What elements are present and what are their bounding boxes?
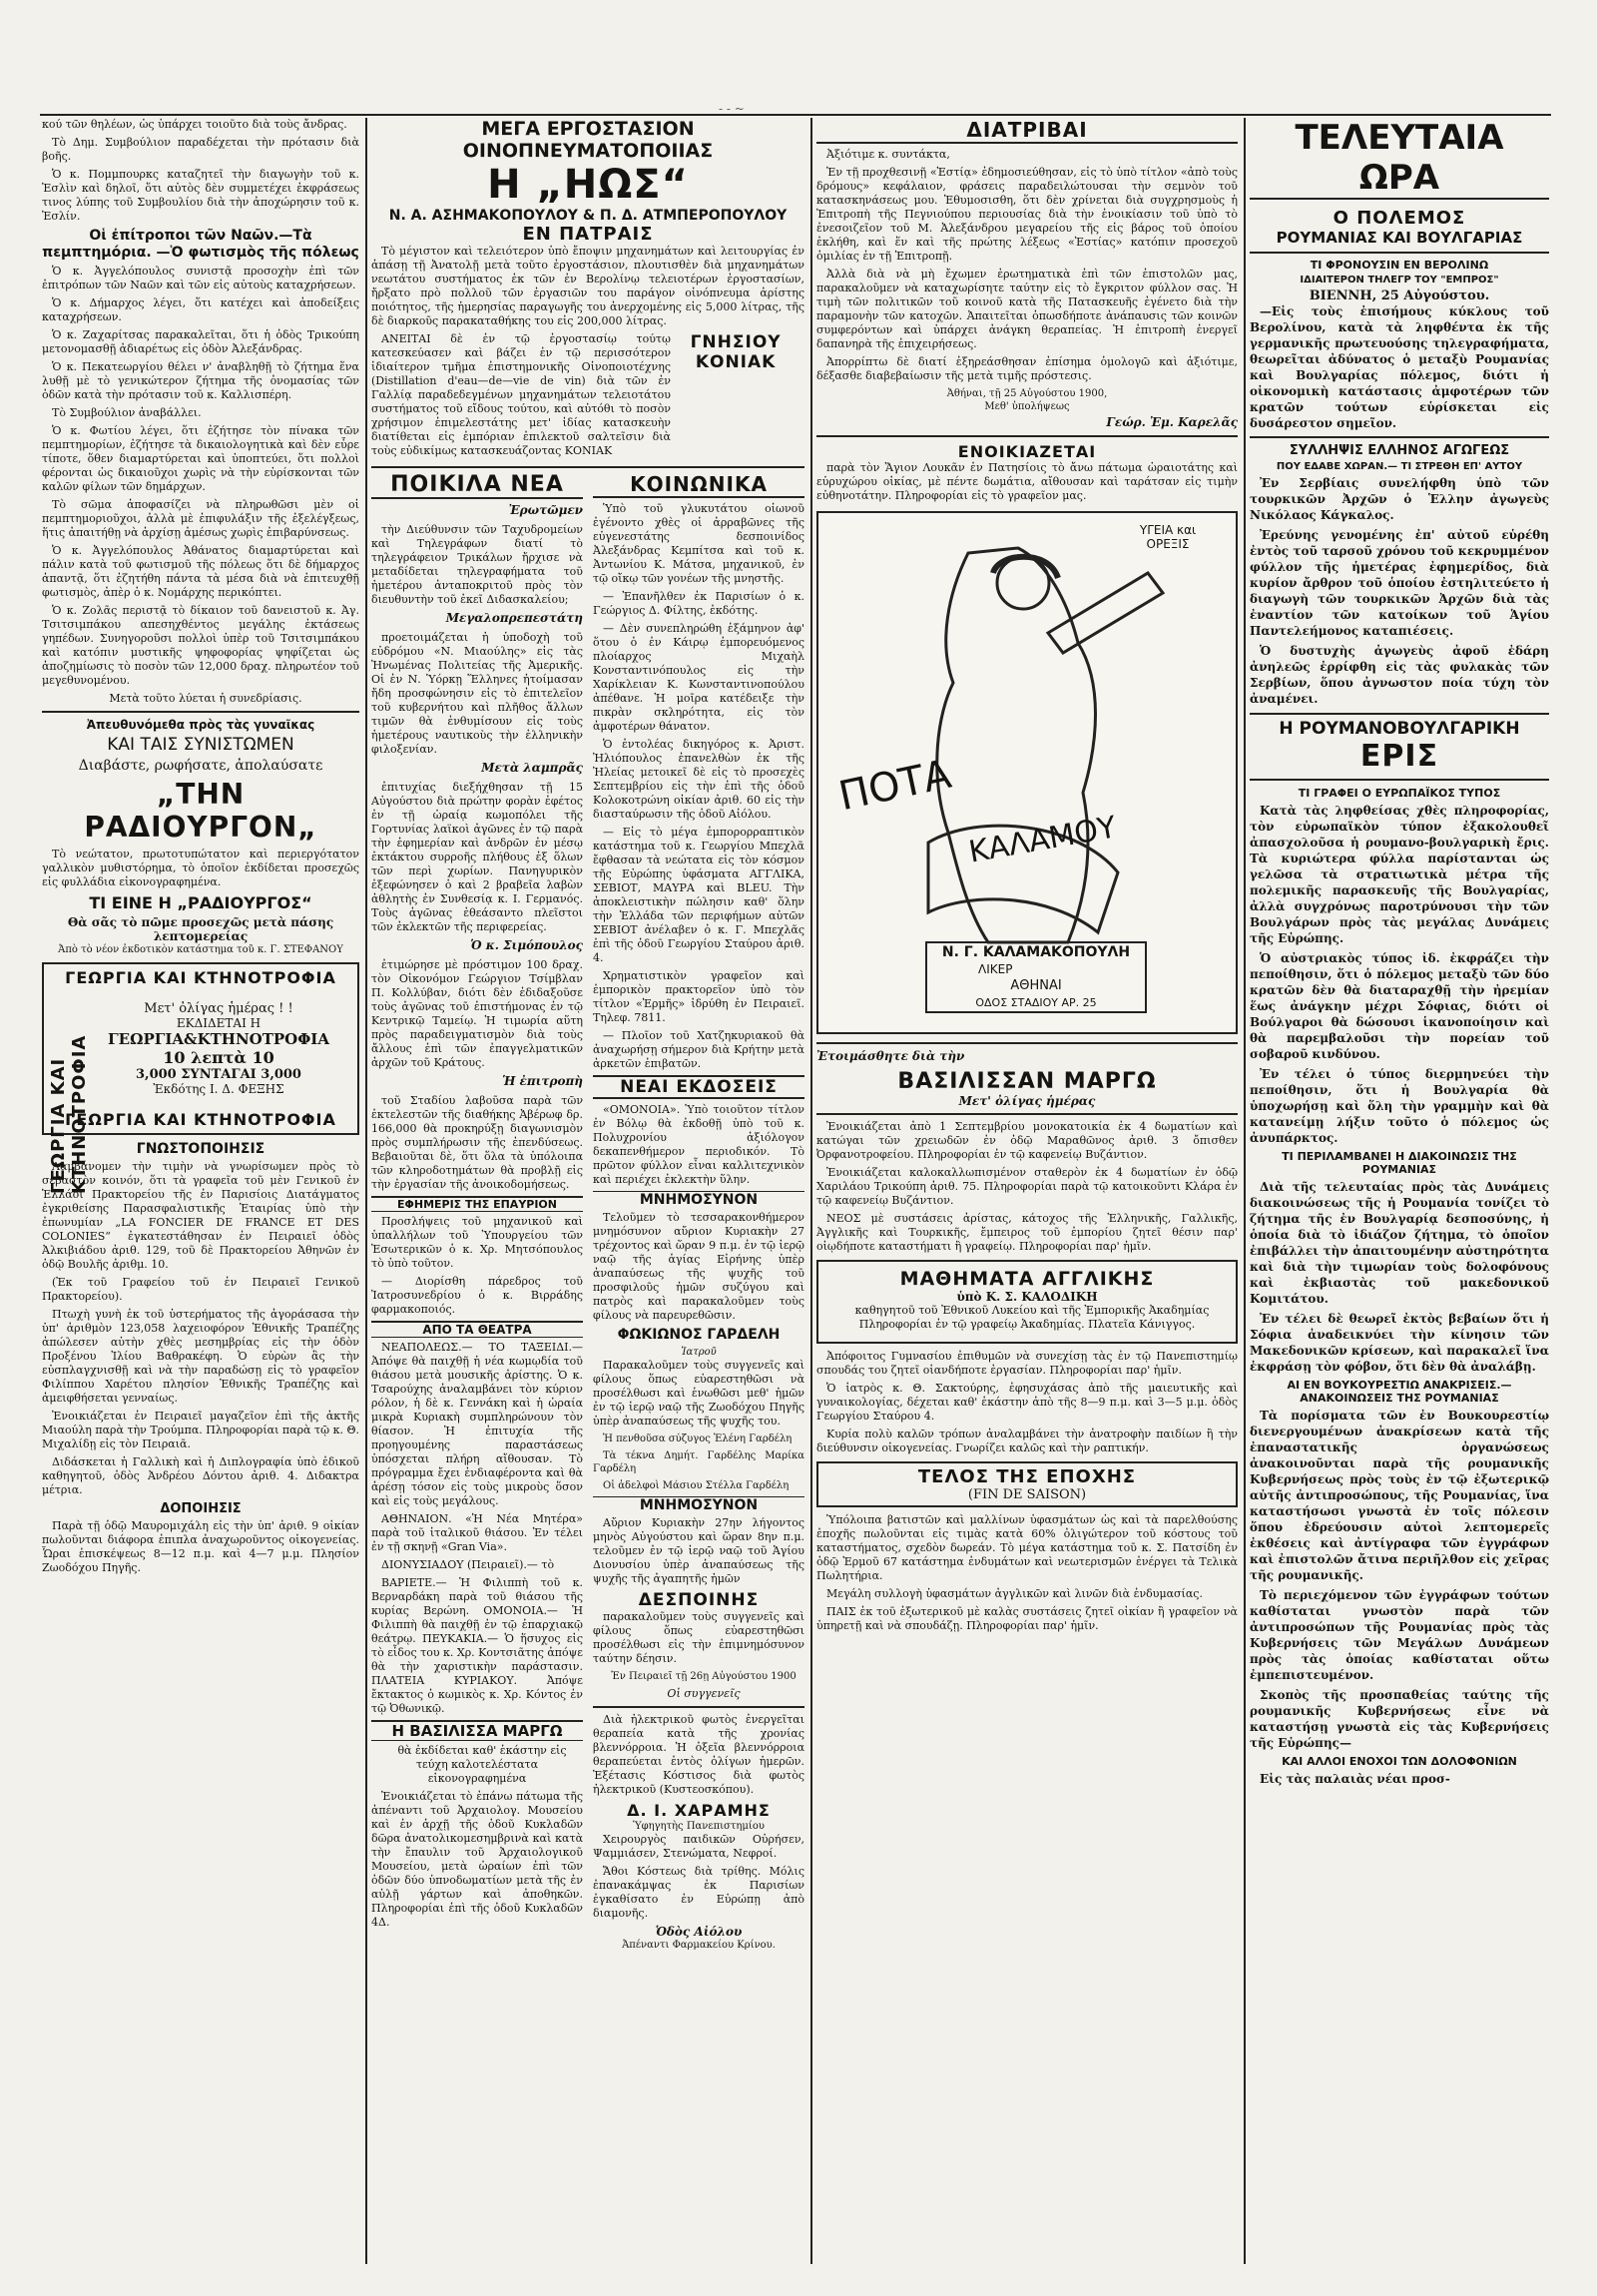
notice-heading: ΓΝΩΣΤΟΠΟΙΗΣΙΣ bbox=[136, 1141, 266, 1157]
classified: Ἐνοικιάζεται καλοκαλλωπισμένον σταθερὸν ἐκ 4 δωματίων ἐν ὁδῷ Χαριλάου Τρικούπη ἀριθ. 75. Πληροφορίαι παρὰ τῷ κατοικοῦντι Κλάρα ἐν τῷ καφενείῳ Βυζάντιον. bbox=[816, 1166, 1238, 1207]
ad-box-line: Ἐκδότης Ι. Δ. ΦΕΞΗΣ bbox=[153, 1082, 284, 1096]
box-big: ΕΡΙΣ bbox=[1359, 739, 1439, 774]
news-text: τὴν Διεύθυνσιν τῶν Ταχυδρομείων καὶ Τηλεγράφων διατί τὸ τηλεγράφειον Τρικάλων ἤρχισε νὰ μεταδίδεται τηλεγραφήματα τοῦ ἡμετέρου ἀνταποκριτοῦ πρὸς τὸν διευθυντὴν τοῦ ἐκεῖ Διδασκαλείου; bbox=[371, 523, 583, 606]
ad-box-line: 10 λεπτὰ 10 bbox=[163, 1048, 274, 1067]
sub-heading: ΤΙ ΓΡΑΦΕΙ Ο ΕΥΡΩΠΑΪΚΟΣ ΤΥΠΟΣ bbox=[1298, 787, 1501, 800]
article-text: κού τῶν θηλέων, ὡς ὑπάρχει τοιοῦτο διὰ τοὺς ἄνδρας. bbox=[42, 118, 347, 131]
news-text: Διὰ τῆς τελευταίας πρὸς τὰς Δυνάμεις διακοινώσεως τῆς ἡ Ρουμανία τονίζει τὸ ζήτημα τῆς ἐν Βουλγαρίᾳ δεσποσύνης, ἡ ὁποία διὰ τὸ ἰδιάζον ζήτημα, τὸ ὁποῖον ἐπιβάλλει τὴν ἀπαιτουμένην αὐστηρότητα καὶ διὰ τὴν τιμωρίαν τοὺς δολοφόνους καὶ ἐκβιαστὰς τοῦ μακεδονικοῦ Κομιτάτου. bbox=[1250, 1180, 1549, 1306]
divider bbox=[1250, 252, 1549, 254]
article-text: Τὸ Δημ. Συμβούλιον παραδέχεται τὴν πρότασιν διὰ βοῆς. bbox=[42, 136, 359, 163]
rent-text: παρὰ τὸν Ἅγιον Λουκᾶν ἐν Πατησίοις τὸ ἄνω πάτωμα ὡραιοτάτης καὶ εὐρυχώρου οἰκίας, μὲ πέντε δωμάτια, αἴθουσαν καὶ ταράτσαν εἰς τιμὴν εὐθηνοτάτην. Πληροφορίαι εἰς τὸ γραφεῖον μας. bbox=[816, 461, 1238, 502]
letter-sign: Γεώρ. Ἐμ. Καρελᾶς bbox=[1106, 415, 1238, 429]
classified: Ὁ ἰατρὸς κ. Θ. Σακτούρης, ἐφησυχάσας ἀπὸ τῆς μαιευτικῆς καὶ γυναικολογίας, δέχεται καθ' ἑκάστην ἀπὸ τῆς 8—9 π.μ. καὶ 3—5 μ.μ. ὁδὸς Γεωργίου Σταύρου 4. bbox=[816, 1382, 1238, 1423]
page-columns bbox=[42, 118, 1549, 2264]
ad-text: Μεγάλη συλλογὴ ὑφασμάτων ἀγγλικῶν καὶ λινῶν διὰ ἐνδυμασίας. bbox=[826, 1587, 1203, 1600]
letter-text: Ἐν τῇ προχθεσινῇ «Ἑστίᾳ» ἐδημοσιεύθησαν, εἰς τὸ ὑπὸ τίτλον «ἀπὸ τοὺς δρόμους» κεφάλαιον, φράσεις παραδειλώτουσαι τὴν σεμνὸν τοῦ κατασκηνάσεως μου. Ἐθυμοσισθη, ὅτι δὲν χρίνεται διὰ συγχρησμοὺς ἡ Ἐπιτροπὴ τῆς Πεγνιούπου περιουσίας διὰ τὴν ἐνοικίασιν τοῦ ὑπὸ τὸ ἐνεσοιζεῖον τοῦ Μ. Ἀλεξάνδρου μεγαρείου τῆς εἰς βάρος τοῦ ὁποίου ἐκλήθη, καὶ ἕν καὶ τῆς πρώτης λέξεως «Ἐστίας» κατόπιν προσεχοῦ ὁμιλίας ἐν τῇ Ἐπιτροπῇ. bbox=[816, 166, 1238, 263]
ad-box-title: ΓΕΩΡΓΙΑ ΚΑΙ ΚΤΗΝΟΤΡΟΦΙΑ bbox=[65, 1110, 336, 1129]
poster-word: ΚΑΛΑΜΟΥ bbox=[966, 810, 1119, 870]
koinonika-section bbox=[593, 468, 804, 1952]
notice-text: Παρὰ τῇ ὁδῷ Μαυρομιχάλη εἰς τὴν ὑπ' ἀριθ. 9 οἰκίαν πωλοῦνται διάφορα ἐπιπλα ἀναχωροῦντος οἰκογενείας. Ὧραι ἐπισκέψεως 8—12 π.μ. καὶ 4—7 μ.μ. Πλησίον Ζωοδόχου Πηγῆς. bbox=[42, 1519, 359, 1574]
ad-box-line: ΕΚΔΙΔΕΤΑΙ Η bbox=[176, 1016, 262, 1030]
ad-sub: (FIN DE SAISON) bbox=[967, 1487, 1087, 1502]
column-rule bbox=[365, 118, 367, 2264]
sub-heading: ΑΙ ΕΝ ΒΟΥΚΟΥΡΕΣΤΙΩ ΑΝΑΚΡΙΣΕΙΣ.—ΑΝΑΚΟΙΝΩΣΕΙΣ ΤΗΣ ΡΟΥΜΑΝΙΑΣ bbox=[1287, 1379, 1512, 1405]
section-heading: ΕΦΗΜΕΡΙΣ ΤΗΣ ΕΠΑΥΡΙΟΝ bbox=[371, 1196, 583, 1212]
news-text: Ἐν τέλει δὲ θεωρεῖ ἐκτὸς βεβαίων ὅτι ἡ Σόφια ἀναδεικνύει τὴν κίνησιν τῶν Μακεδονικῶν κρίσεων, καὶ παρακαλεῖ ἵνα ἐκφράσῃ τὸν φόβον, ὅτι δὲν θὰ ἀναλάβῃ. bbox=[1250, 1312, 1549, 1374]
end-of-season-box bbox=[816, 1461, 1238, 1507]
ad-text: καθηγητοῦ τοῦ Ἐθνικοῦ Λυκείου καὶ τῆς Ἐμπορικῆς Ἀκαδημίας Πληροφορίαι ἐν τῷ γραφείῳ Ἀκαδημίας. Πλατεῖα Κάνιγγος. bbox=[854, 1304, 1210, 1331]
classified: Ἐνοικιάζεται ἐν Πειραιεῖ μαγαζεῖον ἐπὶ τῆς ἀκτῆς Μιαούλη παρὰ τὴν Τρούμπα. Πληροφορίαι παρὰ τῷ κ. Θ. Μιχαλίδῃ εἰς τὸν Πειραιᾶ. bbox=[42, 1410, 359, 1450]
memorial-family: Τὰ τέκνα Δημήτ. Γαρδέλης Μαρίκα Γαρδέλη bbox=[593, 1450, 804, 1474]
doctor-text: Ἄθοι Κόστεως διὰ τρίθης. Μόλις ἐπανακάμψας ἐκ Παρισίων ἐγκαθίσατο ἐν Εὐρώπῃ ἀπὸ διαμονῆς. bbox=[593, 1865, 804, 1920]
article-text: Ὁ κ. Πομμπουρκς καταζητεῖ τὴν διαγωγὴν τοῦ κ. Ἐσλὶν καὶ δηλοῖ, ὅτι αὐτὸς δὲν συμμετέχει ἐκφράσεως τινος λύπης τοῦ Συμβουλίου διὰ τὴν ἀποχώρησιν τοῦ κ. Ἐσλίν. bbox=[42, 168, 359, 223]
sub-heading: ΤΙ ΦΡΟΝΟΥΣΙΝ ΕΝ ΒΕΡΟΛΙΝΩ bbox=[1310, 259, 1489, 272]
news-text: Ἐρεύνης γενομένης ἐπ' αὐτοῦ εὑρέθη ἐντὸς τοῦ ταρσοῦ χρόνου τοῦ κεκρυμμένον φύλλον τῆς ἡμετέρας ἐφημερίδος, διὰ κυρίον ἄρθρον τοῦ ὁποίου ἐστηλιτεύετο ἡ διαγωγὴ τῶν τουρκικῶν Ἀρχῶν διὰ τὰς ἐναντίον τῶν κατοίκων τοῦ Ἁγίου Παντελεήμονος καταπιέσεις. bbox=[1250, 528, 1549, 638]
banner-title: ΜΕΓΑ ΕΡΓΟΣΤΑΣΙΟΝ ΟΙΝΟΠΝΕΥΜΑΤΟΠΟΙΙΑΣ bbox=[462, 118, 714, 162]
letter-date: Ἀθήναι, τῇ 25 Αὐγούστου 1900, bbox=[946, 388, 1108, 399]
news-text: —Εἰς τοὺς ἐπισήμους κύκλους τοῦ Βερολίνου, κατὰ τὰ ληφθέντα ἐκ τῆς γερμανικῆς πρωτευούσης τηλεγραφήματα, θεωρεῖται ἀδύνατος ὁ μεταξὺ Ρουμανίας καὶ Βουλγαρίας πόλεμος, διότι ἡ οἰκονομικὴ κατάστασις ἀμφοτέρων τῶν κρατῶν τούτων εὑρίσκεται εἰς δυσάρεστον σημεῖον. bbox=[1250, 304, 1549, 430]
social-text: Χρηματιστικὸν γραφεῖον καὶ ἐμπορικὸν πρακτορεῖον ὑπὸ τὸν τίτλον «Ἑρμῆς» ἱδρύθη ἐν Πειραιεῖ. Τηλεφ. 7811. bbox=[593, 969, 804, 1024]
section-heading: ΔΙΑΤΡΙΒΑΙ bbox=[816, 118, 1238, 144]
social-text: Ὑπὸ τοῦ γλυκυτάτου οἰωνοῦ ἐγένοντο χθὲς οἱ ἀρραβῶνες τῆς εὐγενεστάτης δεσποινίδος Ἀλεξάνδρας Κεμπίτσα καὶ τοῦ κ. Ἀντωνίου Κ. Μάτσα, μηχανικοῦ, ἐν τῷ οἴκῳ τῶν γονέων τῆς μνηστῆς. bbox=[593, 502, 804, 585]
ad-title: ΒΑΣΙΛΙΣΣΑΝ ΜΑΡΓΩ bbox=[897, 1069, 1157, 1094]
war-heading: Ο ΠΟΛΕΜΟΣ bbox=[1332, 208, 1466, 229]
article-text: Ὁ κ. Δήμαρχος λέγει, ὅτι κατέχει καὶ ἀποδείξεις καταχρήσεων. bbox=[42, 296, 359, 323]
letter-text: Ἀξιότιμε κ. συντάκτα, bbox=[826, 148, 950, 161]
theatre-text: ΔΙΟΝΥΣΙΑΔΟΥ (Πειραιεῖ).— τὸ bbox=[381, 1558, 555, 1571]
top-marks: - - ~ bbox=[719, 102, 745, 116]
poster-frame: ΛΙΚΕΡ bbox=[978, 962, 1013, 976]
classified: Ἐνοικιάζεται τὸ ἐπάνω πάτωμα τῆς ἀπέναντι τοῦ Ἀρχαιολογ. Μουσείου καὶ ἐν ἀρχῇ τῆς ὁδοῦ Κυκλαδῶν δῶρα ἀνατολικομεσημβρινὰ καὶ κατὰ τὴν ἔπαυλιν τοῦ Ἀρχαιολογικοῦ Μουσείου, μετὰ ὡραίων ἐπὶ τῶν ὁδῶν δύο ὑπνοδωματίων μετὰ τῆς ἐν αὐλῇ γάρτων καὶ ἀποθηκῶν. Πληροφορίαι ἐπὶ τῆς ὁδοῦ Κυκλαδῶν 4Δ. bbox=[371, 1790, 583, 1929]
sub-heading: ΣΥΛΛΗΨΙΣ ΕΛΛΗΝΟΣ ΑΓΩΓΕΩΣ bbox=[1289, 443, 1510, 458]
social-text: — Δὲν συνεπληρώθη ἑξάμηνον ἀφ' ὅτου ὁ ἐν Κάιρῳ ἐμπορευόμενος πλοίαρχος Μιχαὴλ Κονσταντινόπουλος εἰς τὴν Χαρίκλειαν Κ. Κωνσταντινοπούλου ἀπέθανε. Ἡ μοῖρα κατέδειξε τὴν πικρὰν σκληρότητα, εἰς τὸν ἀμφοτέρων θάνατον. bbox=[593, 622, 804, 733]
sub-heading: ΠΟΥ ΕΔΑΒΕ ΧΩΡΑΝ.— ΤΙ ΣΤΡΕΘΗ ΕΠ' ΑΥΤΟΥ bbox=[1276, 461, 1523, 472]
ad-box-title: ΓΕΩΡΓΙΑ ΚΑΙ ΚΤΗΝΟΤΡΟΦΙΑ bbox=[65, 968, 336, 987]
article-text: Τὸ σῶμα ἀποφασίζει νὰ πληρωθῶσι μὲν οἱ πεμπτημοριοῦχοι, ἀλλὰ μὲ ἐπιφυλάξιν τῆς ἐξελέγξεως, ἥτις ἀπαιτήθῃ νὰ ἀρχίσῃ ἀμέσως χωρὶς ἐπιβαρύνσεως. bbox=[42, 498, 359, 539]
banner-cognac: ΓΝΗΣΙΟΥ ΚΟΝΙΑΚ bbox=[690, 332, 782, 372]
article-text: Ὁ κ. Φωτίου λέγει, ὅτι ἐζήτησε τὸν πίνακα τῶν πεμπτημορίων, ἐζήτησε τὰ δικαιολογητικὰ καὶ δὲν εὗρε τίποτε, ὅθεν διαμαρτύρεται καὶ ὑποπτεύει, ὅτι πολλοὶ φέρονται ὡς δικαιοῦχοι χωρὶς νὰ τὴν εὑρίσκονται τῶν καλῶν φίλων τῶν δημάρχων. bbox=[42, 424, 359, 493]
classified: Διδάσκεται ἡ Γαλλικὴ καὶ ἡ Διπλογραφία ὑπὸ ἐδικοῦ καθηγητοῦ, ὁδὸς Ἀνδρέου Δόντου ἀριθ. 4. Διδακτρα μέτρια. bbox=[42, 1455, 359, 1496]
section-heading: ΑΠΟ ΤΑ ΘΕΑΤΡΑ bbox=[371, 1321, 583, 1338]
theatre-text: ΒΑΡΙΕΤΕ.— Ἡ Φιλιππὴ τοῦ κ. Βερναρδάκη παρὰ τοῦ θιάσου τῆς κυρίας Βερώνη. ΟΜΟΝΟΙΑ.— Ἡ Φιλιππὴ θὰ παιχθῇ ἐν τῷ ἐπαρχιακῷ θεάτρῳ. ΠΕΥΚΑΚΙΑ.— Ὁ ἥσυχος εἰς τὸ εἶδος του κ. Χρ. Κοντσιᾶτης ἀπόψε θὰ τὴν χαριστικὴν παράστασιν. ΠΛΑΤΕΙΑ ΚΥΡΙΑΚΟΥ. Ἀπόψε ἔκτακτος ὁ κωμικὸς κ. Χρ. Κόντος ἐν τῷ Ὀθωνικῷ. bbox=[371, 1576, 583, 1715]
english-lessons-box bbox=[816, 1260, 1238, 1344]
news-text: προετοιμάζεται ἡ ὑποδοχὴ τοῦ εὐδρόμου «Ν. Μιαούλης» εἰς τὰς Ἠνωμένας Πολιτείας τῆς Ἀμερικῆς. Οἱ ἐν Ν. Ὑόρκῃ Ἕλληνες ἠτοίμασαν ἤδη προσφώνησιν εἰς τὸ ἐπιτελεῖον τοῦ κυβερνήτου καὶ πλῆθος ἄλλων τιμῶν θὰ ἐνθυμίσουν εἰς τοὺς ἡμετέρους ναυτικοὺς τὴν ἑλληνικὴν φιλοξενίαν. bbox=[371, 631, 583, 756]
classified: Ἐνοικιάζεται ἀπὸ 1 Σεπτεμβρίου μονοκατοικία ἐκ 4 δωματίων καὶ κατώγαι τῶν χρειωδῶν ἐν ὁδῷ Μαραθῶνος ἀριθ. 3 ὄπισθεν Ὀρφανοτροφείου. Πληροφορίαι ἐν τῷ καφενείῳ Βυζάντιον. bbox=[816, 1120, 1238, 1161]
column-rule bbox=[810, 118, 812, 2264]
divider bbox=[816, 1113, 1238, 1115]
news-text: Εἰς τὰς παλαιὰς νέαι προσ- bbox=[1260, 1772, 1450, 1786]
poster-city: ΑΘΗΝΑΙ bbox=[1010, 978, 1062, 993]
banner-text: ΑΝΕΙΤΑΙ δὲ ἐν τῷ ἐργοστασίῳ τούτῳ κατεσκεύασεν καὶ βάζει ἐν τῷ περισσότερον ἰδιαίτερον τμῆμα ἐπιστημονικῆς Οἰνοποιοτέχνης (Distillation d'eau—de—vie de vin) διὰ τῶν ἐν Γαλλίᾳ παραδεδεγμένων μηχανημάτων τελειοτάτου συστήματος τοῦ εἴδους τούτου, καὶ αὐτόθι τὸ ποσὸν χρήσιμον ἐπιμελεστάτης μετ' ἰδίας κατασκευὴν διατίθεται εἰς ἐμπόριαν ἐπιλεκτοῦ σαλτεῖσιν διὰ τοὺς εὐδικίμως κατασκευάζοντας ΚΟΝΙΑΚ bbox=[371, 332, 671, 457]
doctor-text: Χειρουργὸς παιδικῶν Οὐρήσεν, Ψαμμιάσεν, Στενώματα, Νεφροί. bbox=[593, 1833, 804, 1860]
banner-city: ΕΝ ΠΑΤΡΑΙΣ bbox=[522, 224, 654, 245]
top-border bbox=[40, 114, 1551, 116]
poster-top: ΥΓΕΙΑ και ΟΡΕΞΙΣ bbox=[1139, 523, 1197, 551]
theatre-text: ΑΘΗΝΑΙΟΝ. «Ἡ Νέα Μητέρα» παρὰ τοῦ ἰταλικοῦ θιάσου. Ἐν τέλει ἐν τῇ σκηνῇ «Gran Via». bbox=[371, 1512, 583, 1553]
column-2 bbox=[371, 118, 804, 2264]
news-text: Κατὰ τὰς ληφθείσας χθὲς πληροφορίας, τὸν εὐρωπαϊκὸν τύπον ἐξακολουθεῖ ἀπασχολοῦσα ἡ ρουμανο-βουλγαρικὴ ἔρις. Τὰ κυριώτερα φύλλα παρίστανται ὡς γελῶσα τὰ στρατιωτικὰ μέτρα τῆς πολεμικῆς παρασκευῆς τῆς Βουλγαρίας, ἀλλὰ συγχρόνως παροτρύνουσι τὴν τῶν Βουλγάρων πρὸς τὰς μεγάλας Δυνάμεις τῆς Εὐρώπης. bbox=[1250, 804, 1549, 945]
news-text: Ἐν τέλει ὁ τύπος διερμηνεύει τὴν πεποίθησιν, ὅτι ἡ Βουλγαρία θὰ ὑποχωρήσῃ καὶ ὅλη τὴν γραμμὴν καὶ θὰ κατανείμῃ λήξιν τοῦτο ὁ πόλεμος ὡς ἀνυπάρκτος. bbox=[1250, 1067, 1549, 1145]
banner-name: Η „ΗΩΣ“ bbox=[487, 162, 689, 208]
news-text: Ὁ δυστυχὴς ἀγωγεὺς ἀφοῦ ἐδάρη ἀνηλεῶς ἐρρίφθη εἰς τὰς φυλακὰς τῶν Σερβίων, ὅπου ἀγνωστον ποία τύχη τὸν ἀναμένει. bbox=[1250, 644, 1549, 706]
dateline: ΒΙΕΝΝΗ, 25 Αὐγούστου. bbox=[1309, 288, 1490, 303]
news-text: — Διορίσθη πάρεδρος τοῦ Ἰατροσυνεδρίου ὁ κ. Βιρράδης φαρμακοποιός. bbox=[371, 1275, 583, 1316]
theatre-text: ΝΕΑΠΟΛΕΩΣ.— ΤΟ ΤΑΞΕΙΔΙ.— Ἀπόψε θὰ παιχθῇ ἡ νέα κωμῳδία τοῦ θιάσου μετὰ μουσικῆς ἀρίστης. Ὁ κ. Τσαρούχης ἀναλαμβάνει τὸν κύριον ρόλον, ἡ δὲ κ. Γεννάκη καὶ ἡ ὡραία μικρὰ Κυριακὴ συμπληρώνουν τὸν θίασον. Ἡ ἐπιτυχία τῆς προηγουμένης παραστάσεως ὑπόσχεται πλήρη αἴθουσαν. Τὸ πρόγραμμα ἔχει ἐνδιαφέροντα καὶ θὰ ἀρέσῃ τόσον εἰς τοὺς μικροὺς ὅσον καὶ εἰς τοὺς μεγάλους. bbox=[371, 1341, 583, 1507]
publication-text: «ΟΜΟΝΟΙΑ». Ὑπὸ τοιοῦτον τίτλον ἐν Βόλῳ θὰ ἐκδοθῇ ὑπὸ τοῦ κ. Πολυχρονίου ἀξιόλογον δεκαπενθήμερον περιοδικόν. Τὸ πρῶτον φύλλον εἶναι καλλιτεχνικὸν καὶ περιέχει ἐκλεκτὴν ὕλην. bbox=[593, 1103, 804, 1186]
social-text: — Πλοῖον τοῦ Χατζηκυριακοῦ θὰ ἀναχωρήσῃ σήμερον διὰ Κρήτην μετὰ ἀρκετῶν ἐπιβατῶν. bbox=[593, 1029, 804, 1070]
section-heading: ΦΩΚΙΩΝΟΣ ΓΑΡΔΕΛΗ bbox=[617, 1327, 781, 1343]
news-lead: Ὁ κ. Σιμόπουλος bbox=[470, 938, 583, 952]
news-text: ἐτιμώρησε μὲ πρόστιμον 100 δραχ. τὸν Οἰκονόμον Γεώργιον Τσίμβλαν Π. Κολλύβαν, διότι δὲν ἐδιδαξοῦσε τοὺς ἀγῶνας τοῦ ἐπιστήμονας ἐν τῷ Κεντρικῷ Ταμείῳ. Ἡ τιμωρία αὕτη πρὸς παραδειγματισμὸν διὰ τοὺς ἄλλους ἐπὶ τῶν ἐπαγγελματικῶν ἀρχῶν τοῦ Κράτους. bbox=[371, 958, 583, 1069]
memorial-text: Αὔριον Κυριακὴν 27ην λήγοντος μηνὸς Αὐγούστου καὶ ὥραν 8ην π.μ. τελοῦμεν ἐν τῷ ἱερῷ ναῷ τοῦ Ἁγίου Διονυσίου ὑπὲρ ἀναπαύσεως τῆς ψυχῆς τῆς ἀγαπητῆς ἡμῶν bbox=[593, 1516, 804, 1585]
news-text: Τὰ πορίσματα τῶν ἐν Βουκουρεστίῳ διενεργουμένων ἀνακρίσεων κατὰ τῆς ἐπαναστατικῆς ὀργανώσεως ἀνακοινοῦνται παρὰ τῆς ρουμανικῆς Κυβερνήσεως πρὸς τοὺς ἐν τῷ ἐξωτερικῷ αὐτῆς ἀντιπροσώπους, τῆς Ρουμανίας, ἵνα καταστήσωσι γνωστὰ ἐν τοῖς πόλεσιν ὅπου ἐδρεύουσιν αὐτοὶ λεπτομερεῖς ἐκθέσεις καὶ ἀντίγραφα τῶν ἐγγράφων καὶ ἐπιστολῶν ἄτινα περιῆλθον εἰς χεῖρας τῆς ρουμανικῆς. bbox=[1250, 1409, 1549, 1582]
memorial-text: Τελοῦμεν τὸ τεσσαρακονθήμερον μνημόσυνον αὔριον Κυριακὴν 27 τρέχοντος καὶ ὥραν 9 π.μ. ἐν τῷ ἱερῷ ναῷ τῆς ἁγίας Εἰρήνης ὑπὲρ ἀναπαύσεως τῆς ψυχῆς τοῦ προσφιλοῦς ἡμῶν συζύγου καὶ πατρὸς καὶ παρακαλοῦμεν τοὺς φίλους νὰ παρευρεθῶσιν. bbox=[593, 1211, 804, 1322]
classified: ΠΑΙΣ ἐκ τοῦ ἐξωτερικοῦ μὲ καλὰς συστάσεις ζητεῖ οἰκίαν ἢ γραφεῖον νὰ ὑπηρετῇ καὶ νὰ σπουδάζῃ. Πληροφορίαι παρ' ἡμῖν. bbox=[816, 1605, 1238, 1632]
social-text: — Ἐπανῆλθεν ἐκ Παρισίων ὁ κ. Γεώργιος Δ. Φίλτης, ἐκδότης. bbox=[593, 590, 804, 617]
column-1 bbox=[42, 118, 359, 2264]
liqueur-poster bbox=[816, 511, 1238, 1034]
memorial-date: Ἐν Πειραιεῖ τῇ 26ῃ Αὐγούστου 1900 bbox=[611, 1671, 797, 1682]
divider bbox=[1250, 436, 1549, 438]
ad-sub: Μετ' ὀλίγας ἡμέρας bbox=[958, 1094, 1096, 1108]
ad-lead: Ἐτοιμάσθητε διὰ τὴν bbox=[816, 1049, 965, 1063]
doctor-title: Ὑφηγητὴς Πανεπιστημίου bbox=[633, 1821, 765, 1832]
medical-ad: Διὰ ἠλεκτρικοῦ φωτὸς ἐνεργεῖται θεραπεία κατὰ τῆς χρονίας βλεννόρροια. Ἡ ὀξεῖα βλεννόρροια θεραπεύεται ἐντὸς ὀλίγων ἡμερῶν. Ἐξέτασις Κόστισος διὰ φωτὸς ἠλεκτρικοῦ (Κυστεοσκόπου). bbox=[593, 1713, 804, 1796]
divider bbox=[42, 711, 359, 713]
memorial-name: ΔΕΣΠΟΙΝΗΣ bbox=[638, 1590, 760, 1610]
news-text: Ὁ αὐστριακὸς τύπος ἰδ. ἐκφράζει τὴν πεποίθησιν, ὅτι ὁ πόλεμος μεταξὺ τῶν δύο κρατῶν δὲν θὰ διαταραχθῇ τὴν ἠρεμίαν ἕως ἀνάγκην μέχρι Σόφιας, διότι οἱ Βούλγαροι θὰ δώσουσι ἱκανοποίησιν καὶ θὰ παρεμβαλοῦσι τὴν πορείαν τοῦ σοβαροῦ κινδύνου. bbox=[1250, 951, 1549, 1061]
box-title: Η ΡΟΥΜΑΝΟΒΟΥΛΓΑΡΙΚΗ bbox=[1279, 719, 1520, 739]
memorial-text: Παρακαλοῦμεν τοὺς συγγενεῖς καὶ φίλους ὅπως εὐαρεστηθῶσι νὰ προσέλθωσι καὶ ἑνωθῶσι μεθ' ἡμῶν ἐν τῷ ἱερῷ ναῷ τῆς Ζωοδόχου Πηγῆς ὑπὲρ ἀναπαύσεως τῆς ψυχῆς του. bbox=[593, 1359, 804, 1428]
section-heading: ΝΕΑΙ ΕΚΔΟΣΕΙΣ bbox=[593, 1075, 804, 1099]
column-3 bbox=[816, 118, 1238, 2264]
ad-heading: Ἀπευθυνόμεθα πρὸς τὰς γυναῖκας bbox=[86, 718, 315, 732]
classified: ΝΕΟΣ μὲ συστάσεις ἀρίστας, κάτοχος τῆς Ἑλληνικῆς, Γαλλικῆς, Ἀγγλικῆς καὶ Τουρκικῆς, ἔμπειρος τοῦ ἐμπορίου ζητεῖ θέσιν παρ' οἱῳδήποτε καταστήματι ἢ γραφείῳ. Πληροφορίαι παρ' ἡμῖν. bbox=[816, 1212, 1238, 1253]
divider bbox=[816, 435, 1238, 437]
divider bbox=[816, 1042, 1238, 1044]
war-heading: ΡΟΥΜΑΝΙΑΣ ΚΑΙ ΒΟΥΛΓΑΡΙΑΣ bbox=[1276, 229, 1523, 247]
memorial-sign: Οἱ συγγενεῖς bbox=[667, 1687, 741, 1700]
news-text: Προσλήψεις τοῦ μηχανικοῦ καὶ ὑπαλλήλων τοῦ Ὑπουργείου τῶν Ἐσωτερικῶν ὁ κ. Χρ. Μητσόπουλος τὸ ὑπὸ τοῦτον. bbox=[371, 1215, 583, 1270]
section-heading: ΚΟΙΝΩΝΙΚΑ bbox=[593, 472, 804, 498]
memorial-family: Ἡ πενθοῦσα σύζυγος Ἑλένη Γαρδέλη bbox=[603, 1434, 793, 1444]
memorial-text: παρακαλοῦμεν τοὺς συγγενεῖς καὶ φίλους ὅπως εὐαρεστηθῶσι προσέλθωσι εἰς τὴν ἐπιμνημόσυνον ταύτην δέησιν. bbox=[593, 1610, 804, 1665]
news-lead: Ἡ ἐπιτροπὴ bbox=[502, 1074, 583, 1088]
news-text: Σκοπὸς τῆς προσπαθείας ταύτης τῆς ρουμανικῆς Κυβερνήσεως εἶνε νὰ καταστήσῃ γνωστὰ εἰς τὰς Κυβερνήσεις τῆς Εὐρώπης— bbox=[1250, 1688, 1549, 1750]
news-lead: Μεγαλοπρεπεστάτη bbox=[445, 611, 583, 625]
ad-box-side: ΓΕΩΡΓΙΑ ΚΑΙ ΚΤΗΝΟΤΡΟΦΙΑ bbox=[48, 1034, 90, 1194]
ad-sub: ὑπὸ Κ. Σ. ΚΑΛΟΔΙΚΗ bbox=[956, 1290, 1098, 1304]
ad-line: ΚΑΙ ΤΑΙΣ ΣΥΝΙΣΤΩΜΕΝ bbox=[107, 735, 294, 755]
ad-title: ΤΕΛΟΣ ΤΗΣ ΕΠΟΧΗΣ bbox=[917, 1466, 1137, 1487]
news-text: θὰ ἐκδίδεται καθ' ἑκάστην εἰς τεύχη καλοτελέστατα εἰκονογραφημένα bbox=[397, 1744, 567, 1785]
sub-heading: ΤΙ ΠΕΡΙΛΑΜΒΑΝΕΙ Η ΔΙΑΚΟΙΝΩΣΙΣ ΤΗΣ ΡΟΥΜΑΝΙΑΣ bbox=[1282, 1150, 1517, 1176]
poikila-section bbox=[371, 468, 583, 1952]
poster-address: ΟΔΟΣ ΣΤΑΔΙΟΥ ΑΡ. 25 bbox=[975, 996, 1097, 1009]
rent-heading: ΕΝΟΙΚΙΑΖΕΤΑΙ bbox=[957, 442, 1097, 461]
article-text: Τὸ Συμβούλιον ἀναβάλλει. bbox=[52, 406, 202, 419]
article-text: Ὁ κ. Ἀγγελόπουλος Ἀθάνατος διαμαρτύρεται καὶ πάλιν κατὰ τοῦ φωτισμοῦ τῆς πόλεως ὅτι δὲ δήμαρχος ἀπαντᾷ, ὅτι ἐζητήθη πάντα τὰ μέσα διὰ νὰ ἐπιτευχθῇ φωτισμὸς, ἀπὲρ ὁ κ. Νομάρχης περικόπτει. bbox=[42, 544, 359, 599]
banner-text: Τὸ μέγιστον καὶ τελειότερον ὑπὸ ἔποψιν μηχανημάτων καὶ λειτουργίας ἐν ἁπάσῃ τῇ Ἀνατολῇ μετὰ τοῦτο ἐργοστάσιον, πλουτισθὲν διὰ μηχανημάτων νεωτάτου συστήματος ἐκ τῶν ἐν Βερολίνῳ τελειοτέρων ἐργοστασίων, ἤρξατο πρὸ πολλοῦ τῶν ἐργασιῶν του παράγον οἰνόπνευμα ἀρίστης ποιότητος, τῆς ἡμερησίας παραγωγῆς του ἀνερχομένης εἰς 5,000 λίτρας, τῆς δὲ διαρκοῦς παρακαταθήκης του εἰς 200,000 λίτρας. bbox=[371, 245, 804, 327]
classified: Κυρία πολὺ καλῶν τρόπων ἀναλαμβάνει τὴν ἀνατροφὴν παιδίων ἢ τὴν διεύθυνσιν οἰκογενείας. Γνωρίζει καλῶς καὶ τὴν ραπτικήν. bbox=[816, 1428, 1238, 1454]
banner-owners: Ν. Α. ΑΣΗΜΑΚΟΠΟΥΛΟΥ & Π. Δ. ΑΤΜΠΕΡΟΠΟΥΛΟΥ bbox=[388, 208, 788, 224]
classified: Ἀπόφοιτος Γυμνασίου ἐπιθυμῶν νὰ συνεχίσῃ τὰς ἐν τῷ Πανεπιστημίῳ σπουδάς του ζητεῖ οἱανδήποτε ἐργασίαν. Πληροφορίαι παρ' ἡμῖν. bbox=[816, 1350, 1238, 1377]
news-text: Ἐν Σερβίαις συνελήφθη ὑπὸ τῶν τουρκικῶν Ἀρχῶν ὁ Ἑλλην ἀγωγεὺς Νικόλαος Κάγκαλος. bbox=[1250, 476, 1549, 522]
section-heading: Η ΒΑΣΙΛΙΣΣΑ ΜΑΡΓΩ bbox=[371, 1720, 583, 1741]
ad-box-line: Μετ' ὀλίγας ἡμέρας ! ! bbox=[144, 1001, 293, 1016]
section-heading: ΜΝΗΜΟΣΥΝΟΝ bbox=[593, 1496, 804, 1513]
poster-maker: Ν. Γ. ΚΑΛΑΜΑΚΟΠΟΥΛΗ bbox=[941, 944, 1131, 960]
ad-box-line: 3,000 ΣΥΝΤΑΓΑΙ 3,000 bbox=[136, 1067, 301, 1082]
memorial-family: Οἱ ἀδελφοὶ Μάσιου Στέλλα Γαρδέλη bbox=[603, 1480, 790, 1491]
ad-line: Διαβάστε, ρωφήσατε, ἀπολαύσατε bbox=[78, 758, 323, 774]
ad-text: Τὸ νεώτατον, πρωτοτυπώτατον καὶ περιεργότατον γαλλικὸν μυθιστόρημα, τὸ ὁποῖον ἐκδίδεται προσεχῶς εἰς φυλλάδια εἰκονογραφημένα. bbox=[42, 848, 359, 888]
article-text: Μετὰ τοῦτο λύεται ἡ συνεδρίασις. bbox=[109, 692, 302, 705]
rumanian-box bbox=[1250, 713, 1549, 781]
ad-sign: Ἀπὸ τὸ νέον ἐκδοτικὸν κατάστημα τοῦ κ. Γ. ΣΤΕΦΑΝΟΥ bbox=[58, 944, 343, 955]
wine-factory-banner bbox=[371, 118, 804, 468]
article-text: Ὁ κ. Πεκατεωργίου θέλει ν' ἀναβληθῇ τὸ ζήτημα ἕνα λυθῇ μὲ τὸ γενικώτερον ζήτημα τῆς ὀνομασίας τῶν ὁδῶν κατὰ τὴν πρότασιν τοῦ κ. Καλλισπέρη. bbox=[42, 360, 359, 401]
section-heading: Οἱ ἐπίτροποι τῶν Ναῶν.—Τὰ πεμπτημόρια. —Ὁ φωτισμὸς τῆς πόλεως bbox=[42, 228, 359, 261]
last-hour-title: ΤΕΛΕΥΤΑΙΑ ΩΡΑ bbox=[1250, 118, 1549, 200]
letter-text: Ἀλλὰ διὰ νὰ μὴ ἔχωμεν ἐρωτηματικὰ ἐπὶ τῶν ἐπιστολῶν μας, παρακαλοῦμεν νὰ καταχωρίσητε ταύτην εἰς τὸ ἔγκριτον φύλλον σας. Ἡ τιμὴ τῶν πολιτικῶν τοῦ κοινοῦ κατὰ τῆς Πατασκευῆς ἐγένετο διὰ τὴν παραμονὴν τῶν κατοχῶν. Ἀπαιτεῖται ὁπωσδήποτε ἀνάπαυσις τῶν κοινῶν συμφερόντων καὶ ὑπάρχει ἀνάγκη θεραπείας. Ἡ ἐπιτροπὴ ἐνεργεῖ δαπανηρὰ τῆς ἐπιχειρήσεως. bbox=[816, 268, 1238, 350]
ad-question: ΤΙ ΕΙΝΕ Η „ΡΑΔΙΟΥΡΓΟΣ“ bbox=[89, 893, 312, 912]
ad-title: ΜΑΘΗΜΑΤΑ ΑΓΓΛΙΚΗΣ bbox=[899, 1268, 1155, 1290]
news-text: Τὸ περιεχόμενον τῶν ἐγγράφων τούτων καθίσταται γνωστὸν παρὰ τῶν ἀντιπροσώπων τῆς Ρουμανίας πρὸς τὰς Κυβερνήσεις τῶν Μεγάλων Δυνάμεων πρὸς τὰς ὁποίας καθίσταται οὕτω ἐμπεπιστευμένον. bbox=[1250, 1588, 1549, 1682]
news-text: τοῦ Σταδίου λαβοῦσα παρὰ τῶν ἐκτελεστῶν τῆς διαθήκης Ἀβέρωφ δρ. 166,000 θὰ προκηρύξῃ διαγωνισμὸν πρὸς συμπλήρωσιν τῆς ἐπενδύσεως. Βεβαιοῦται δὲ, ὅτι ὅλα τὰ ὑπόλοιπα τῶν κληροδοτημάτων θὰ προβλῇ εἰς τὴν ἐργασίαν τῆς ἀνοικοδομήσεως. bbox=[371, 1094, 583, 1191]
divider bbox=[593, 1706, 804, 1708]
notice-heading: ΔΟΠΟΙΗΣΙΣ bbox=[160, 1501, 242, 1516]
letter-close: Μεθ' ὑπολήψεως bbox=[984, 401, 1070, 412]
article-text: Ὁ κ. Ζαχαρίτσας παρακαλεῖται, ὅτι ἡ ὁδὸς Τρικούπη μετονομασθῇ ἀδιαρέτως εἰς ὁδὸν Ἀλεξάνδρας. bbox=[42, 328, 359, 355]
news-lead: Ἐρωτῶμεν bbox=[508, 503, 583, 517]
doctor-address: Ἀπέναντι Φαρμακείου Κρίνου. bbox=[622, 1940, 776, 1951]
news-text: ἐπιτυχίας διεξήχθησαν τῇ 15 Αὐγούστου διὰ πρώτην φορὰν ἐφέτος ἐν τῇ ὡραίᾳ κωμοπόλει τῆς Γορτυνίας λαϊκοὶ ἀγῶνες ἐν τῷ παρὰ τὴν ἐφημερίαν καὶ ἀνδρῶν ἐν μέσῳ ἐκτάκτου συρροῆς πλήθους ἐξ ὅλων τῶν περὶ χωρίων. Πανηγυρικὸν ἐξεφώνησεν ὁ καὶ 2 βραβεῖα λαβὼν ἀθλητὴς ἐν Συνθεσίᾳ κ. Ι. Γερμανός. Τοὺς ἀγῶνας ἐθεάσαντο πλεῖστοι τῶν ἐκλεκτῶν τῆς περιφερείας. bbox=[371, 781, 583, 933]
letter-text: Ἀπορρίπτω δὲ διατί ἐξηρεάσθησαν ἐπίσημα ὁμολογῶ καὶ ἀξιότιμε, δέξασθε διαβεβαίωσιν τῆς μετὰ τιμῆς πρόστεσις. bbox=[816, 355, 1238, 382]
column-rule bbox=[1244, 118, 1246, 2264]
ad-box-line: ΓΕΩΡΓΙΑ&ΚΤΗΝΟΤΡΟΦΙΑ bbox=[108, 1030, 329, 1048]
doctor-address: Ὁδὸς Αἰόλου bbox=[655, 1925, 743, 1939]
section-heading: ΜΝΗΜΟΣΥΝΟΝ bbox=[593, 1191, 804, 1208]
column-4 bbox=[1250, 118, 1549, 2264]
classified: Πτωχὴ γυνὴ ἐκ τοῦ ὑστερήματος τῆς ἀγοράσασα τὴν ὑπ' ἀριθμὸν 123,058 λαχειοφόρον Ἐθνικῆς Τραπέζης ἀπώλεσεν αὐτὴν χθὲς μεσημβρίας εἰς τὴν ὁδὸν Προξένου Ἰλίου Βαθρακέφη. Ὁ εὑρὼν ἂς τὴν εὐσπλαγχνισθῇ καὶ νὰ τὴν παραδώσῃ εἰς τὸ γραφεῖον Φιλίππου Χαρέτου πλησίον Ἐθνικῆς Τραπέζης καὶ ἀμειφθήσεται γενναίως. bbox=[42, 1308, 359, 1405]
notice-sign: (Ἐκ τοῦ Γραφείου τοῦ ἐν Πειραιεῖ Γενικοῦ Πρακτορείου). bbox=[42, 1276, 359, 1303]
notice-text: Λαμβάνομεν τὴν τιμὴν νὰ γνωρίσωμεν πρὸς τὸ σεβαστὸν κοινόν, ὅτι τὰ γραφεῖα τοῦ μὲν Γενικοῦ ἐν Ἑλλάδι Πρακτορείου τῆς ἐν Παρισίοις Διατάγματος ἐγκριθείσης Παρασφαλιστικῆς Ἑταιρίας ὑπὸ τὴν ἐπωνυμίαν „LA FONCIER DE FRANCE ET DES COLONIES“ ἐγκατεστάθησαν ἐν Πειραιεῖ ὁδὸς Ἀλκιβιάδου ἀριθ. 129, τοῦ δὲ Πρακτορείου Ἀθηνῶν ἐν ὁδῷ Βουλῆς ἀριθμ. 10. bbox=[42, 1160, 359, 1271]
ad-answer: Θὰ σᾶς τὸ πῶμε προσεχῶς μετὰ πάσης λεπτομερείας bbox=[67, 915, 334, 943]
sub-heading: ΙΔΙΑΙΤΕΡΟΝ ΤΗΛΕΓΡ ΤΟΥ "ΕΜΠΡΟΣ" bbox=[1300, 275, 1499, 286]
section-heading: ΠΟΙΚΙΛΑ ΝΕΑ bbox=[371, 472, 583, 499]
social-text: Ὁ ἐντολέας δικηγόρος κ. Ἀριστ. Ἠλιόπουλος ἐπανελθὼν ἐκ τῆς Ἠλείας μετοικεῖ δὲ εἰς τὸ προσεχὲς Σεπτεμβρίου εἰς τὴν ἐπὶ τῆς ὁδοῦ Κολοκοτρώνη οἰκίαν ἀριθ. 60 εἰς τὴν διασταύρωσιν τῆς ὁδοῦ Αἰόλου. bbox=[593, 738, 804, 821]
poster-word: ΠΟΤΑ bbox=[834, 751, 955, 821]
sub-heading: ΚΑΙ ΑΛΛΟΙ ΕΝΟΧΟΙ ΤΩΝ ΔΟΛΟΦΟΝΙΩΝ bbox=[1282, 1755, 1517, 1768]
ad-text: Ὑπόλοιπα βατιστῶν καὶ μαλλίνων ὑφασμάτων ὡς καὶ τὰ παρελθούσης ἐποχῆς πωλοῦνται εἰς τιμὰς κατὰ 60% ὀλιγώτερον τοῦ κόστους τοῦ καταστήματος, σχεδὸν δωρεάν. Τὸ μέγα κατάστημα τοῦ κ. Σ. Πατσίδη ἐν ὁδῷ Ἑρμοῦ 67 κατάστημα ἐνδυμάτων καὶ νεωτερισμῶν ἐνέργει τὰ Τελικὰ Πωλητήρια. bbox=[816, 1513, 1238, 1582]
news-lead: Μετὰ λαμπρᾶς bbox=[481, 761, 583, 775]
memorial-sub: Ἰατροῦ bbox=[681, 1347, 717, 1358]
article-text: Ὁ κ. Ἀγγελόπουλος συνιστᾷ προσοχὴν ἐπὶ τῶν ἐπιτρόπων τῶν Ναῶν καὶ τῶν εἰς αὐτοὺς καταχρήσεων. bbox=[42, 265, 359, 291]
social-text: — Εἰς τὸ μέγα ἐμπορορραπτικὸν κατάστημα τοῦ κ. Γεωργίου Μπεχλᾶ ἔφθασαν τὰ νεώτατα εἰς τὸν κόσμον τῆς Εὐρώπης ὑφάσματα ΑΓΓΛΙΚΑ, ΣΕΒΙΟΤ, ΜΑΥΡΑ καὶ BLEU. Τὴν ἀποκλειστικὴν πώλησιν καθ' ὅλην τὴν Ἑλλάδα τῶν περιφήμων αὐτῶν ΣΕΒΙΟΤ ἀνέλαβεν ὁ κ. Γ. Μπεχλᾶς ἐπὶ τῆς ὁδοῦ Γεωργίου Σταύρου ἀριθ. 4. bbox=[593, 826, 804, 964]
doctor-name: Δ. Ι. ΧΑΡΑΜΗΣ bbox=[627, 1801, 771, 1820]
ad-title: „ΤΗΝ ΡΑΔΙΟΥΡΓΟΝ„ bbox=[84, 778, 317, 844]
article-text: Ὁ κ. Ζολᾶς περιστᾷ τὸ δίκαιον τοῦ δανειστοῦ κ. Ἀγ. Τσιτσιμπάκου απεσηχθέντος μεγάλης ἐκτάσεως γηπέδων. Συνηγοροῦσι πολλοὶ ὑπὲρ τοῦ Τσιτσιμπάκου καὶ κατόπιν μυστικῆς ψηφοφορίας ψηφίζεται ὡς ἀποζημίωσις τὸ ποσὸν τῶν 12,000 δραχ. πληρωτέον τοῦ μεγεθυνομένου. bbox=[42, 604, 359, 687]
